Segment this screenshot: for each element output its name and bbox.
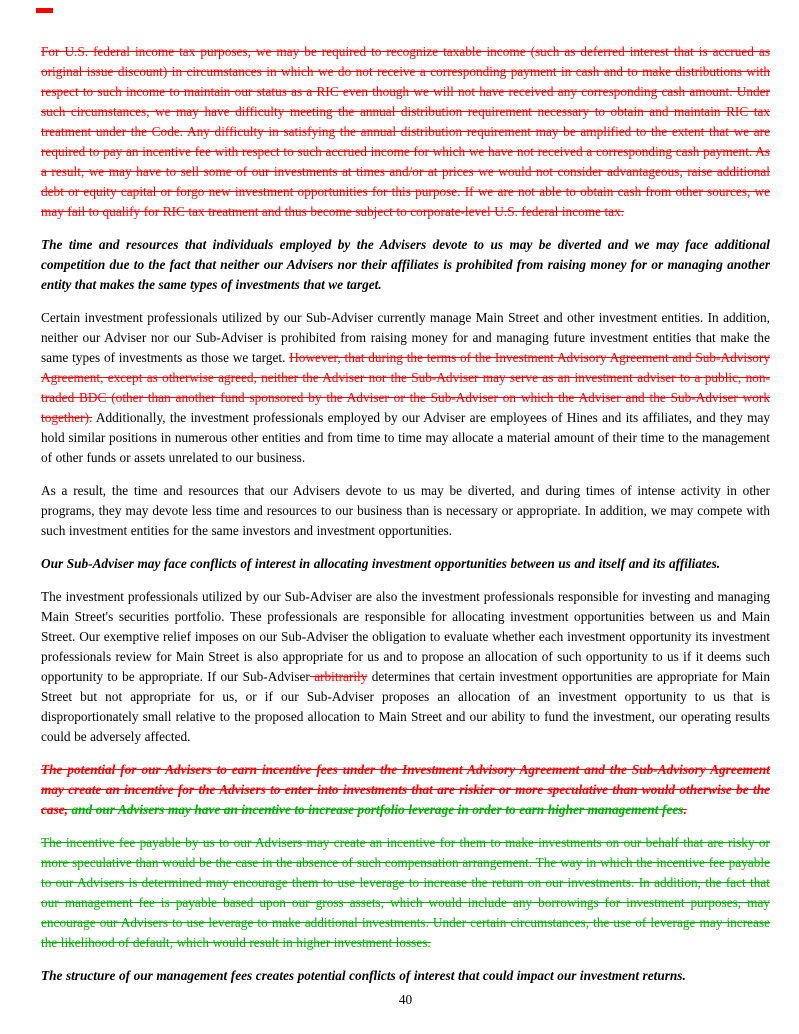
paragraph-incentive-fee-leverage-struck: The incentive fee payable by us to our Advisers may create an incentive for them to make investments on our behalf that are risky or more speculative than would be the case in the absence of such compensation arrangement. The way in which the incentive fee payable to our Advisers is determined may encourage them to use leverage to increase the return on our investments. In addition, the fact that our management fee is payable based upon our gross assets, which would include any borrowings for investment purposes, may encourage our Advisers to use leverage to make additional investments. Under certain circumstances, the use of leverage may increase the likelihood of default, which would result in higher investment losses.: [41, 835, 770, 950]
text-segment: The investment professionals utilized by our Sub-Adviser are also the investment professionals responsible for investing and managing Main Street's securities portfolio. These professionals are responsible for allocating investment opportunities between us and Main Street. Our exemptive relief imposes on our Sub-Adviser the obligation to evaluate whether each investment opportunity its investment professionals review for Main Street is also appropriate for us and to propose an allocation of such opportunity to us if it deems such opportunity to be appropriate. If our Sub-Adviser: [41, 589, 770, 684]
deleted-word-arbitrarily: arbitrarily: [309, 669, 368, 684]
deleted-text-segment: The potential for our Advisers to earn incentive fees under the Investment Advisory Agreement and the Sub-Advisory Agreement may create an incentive for the Advisers to enter into investments that are riskier or more speculative than would otherwise be the case,: [41, 762, 770, 817]
inserted-struck-text-segment: and our Advisers may have an incentive to increase portfolio leverage in order to earn higher management fees: [67, 802, 684, 817]
page-number: 40: [398, 992, 413, 1007]
heading-time-and-resources-diverted: The time and resources that individuals employed by the Advisers devote to us may be diverted and we may face additional competition due to the fact that neither our Advisers nor their affiliates is prohibited from raising money for or managing another entity that makes the same types of investments that we target.: [41, 237, 770, 292]
paragraph-sub-adviser-entities: [41, 308, 770, 468]
heading-management-fees-structure: The structure of our management fees creates potential conflicts of interest that could impact our investment returns.: [41, 968, 686, 983]
heading-incentive-fees-struck: [41, 760, 770, 820]
deleted-text-segment: However, that during the terms of the Investment Advisory Agreement and Sub-Advisory Agreement, except as otherwise agreed, neither the Adviser nor the Sub-Adviser may serve as an investment adviser to a public, non-traded BDC (other than another fund sponsored by the Adviser or the Sub-Adviser on which the Adviser and the Sub-Adviser work together).: [41, 350, 771, 425]
text-segment: Certain investment professionals utilized by our Sub-Adviser currently manage Main Street and other investment entities. In addition, neither our Adviser nor our Sub-Adviser is prohibited from raising money for and managing future investment entities that make the same types of investments as those we target.: [41, 310, 770, 365]
paragraph-allocation-opportunities: [41, 587, 770, 747]
heading-sub-adviser-conflicts: Our Sub-Adviser may face conflicts of interest in allocating investment opportunities between us and itself and its affiliates.: [41, 556, 721, 571]
deleted-period: .: [683, 802, 687, 817]
paragraph-ric-tax-deleted: For U.S. federal income tax purposes, we may be required to recognize taxable income (such as deferred interest that is accrued as original issue discount) in circumstances in which we do not receive a corresponding payment in cash and to make distributions with respect to such income to maintain our status as a RIC even though we will not have received any corresponding cash amount. Under such circumstances, we may have difficulty meeting the annual distribution requirement necessary to obtain and maintain RIC tax treatment under the Code. Any difficulty in satisfying the annual distribution requirement may be amplified to the extent that we are required to pay an incentive fee with respect to such accrued income for which we have not received a corresponding cash payment. As a result, we may have to sell some of our investments at times and/or at prices we would not consider advantageous, raise additional debt or equity capital or forgo new investment opportunities for this purpose. If we are not able to obtain cash from other sources, we may fail to qualify for RIC tax treatment and thus become subject to corporate-level U.S. federal income tax.: [41, 44, 770, 219]
text-segment: Additionally, the investment professionals employed by our Adviser are employees of Hines and its affiliates, and they may hold similar positions in numerous other entities and from time to time may allocate a material amount of their time to the management of other funds or assets unrelated to our business.: [41, 410, 770, 465]
redline-dash-artifact: [36, 8, 53, 13]
text-segment: determines that certain investment opportunities are appropriate for Main Street but not appropriate for us, or if our Sub-Adviser proposes an allocation of an investment opportunity to us that is disproportionately small relative to the proposed allocation to Main Street and our ability to fund the investment, our operating results could be adversely affected.: [41, 669, 770, 744]
paragraph-time-resources-diverted: As a result, the time and resources that our Advisers devote to us may be diverted, and during times of intense activity in other programs, they may devote less time and resources to our business than is necessary or appropriate. In addition, we may compete with such investment entities for the same investors and investment opportunities.: [41, 483, 770, 538]
